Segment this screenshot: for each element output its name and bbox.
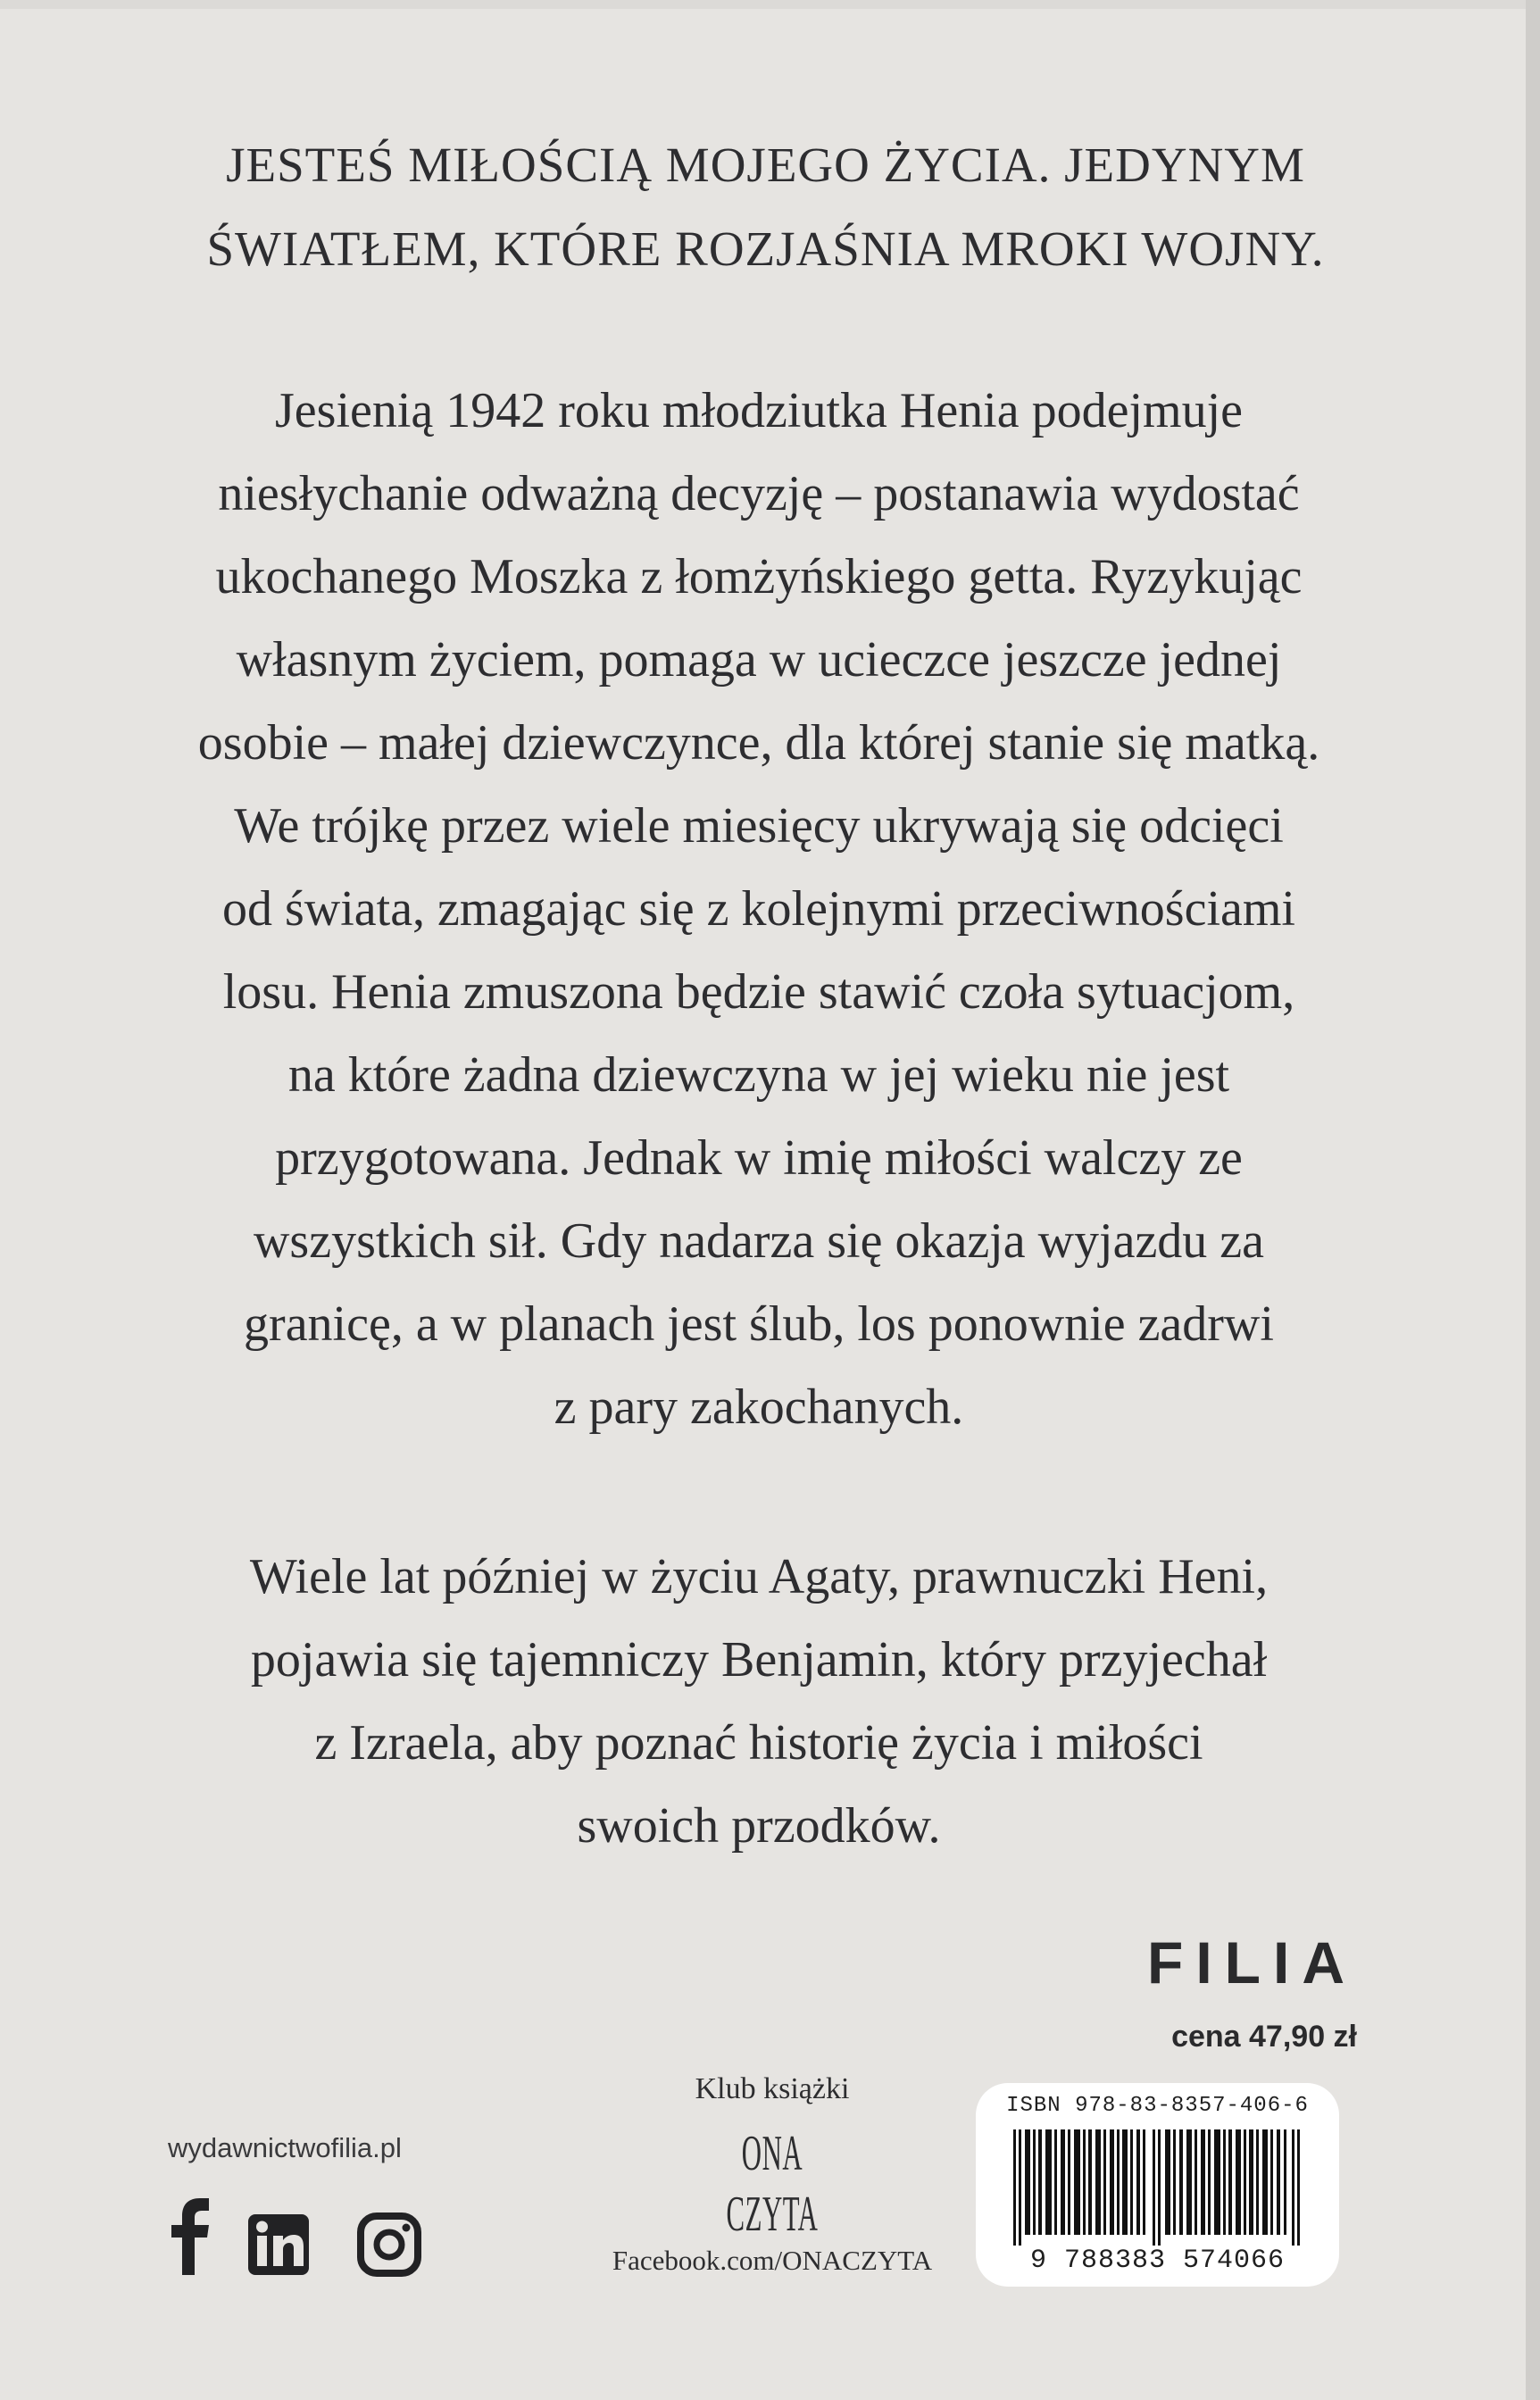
isbn-barcode [976,2083,1339,2287]
blurb-line: przygotowana. Jednak w imię miłości walczy ze [275,1130,1243,1186]
blurb-line: We trójkę przez wiele miesięcy ukrywają się odcięci [234,798,1284,854]
blurb-line: na które żadna dziewczyna w jej wieku nie jest [287,1047,1230,1103]
book-club [562,2070,982,2277]
blurb-line: losu. Henia zmuszona będzie stawić czoła sytuacjom, [222,964,1295,1020]
cover-top-edge [0,0,1540,9]
blurb-line: pojawia się tajemniczy Benjamin, który przyjechał [250,1632,1268,1688]
linkedin-icon[interactable] [248,2214,309,2275]
barcode-bars [1013,2129,1303,2246]
blurb-line: od świata, zmagając się z kolejnymi przeciwnościami [221,881,1295,937]
publisher-website-link[interactable]: wydawnictwofilia.pl [168,2132,402,2163]
ona-czyta-logo-line: ONA [741,2126,803,2181]
blurb-line: ukochanego Moszka z łomżyńskiego getta. Ryzykując [215,549,1303,604]
ona-czyta-logo-line: CZYTA [726,2187,819,2242]
tagline-line: JESTEŚ MIŁOŚCIĄ MOJEGO ŻYCIA. JEDYNYM [226,138,1305,192]
blurb-paragraph-2 [89,1536,1428,1868]
blurb-line: osobie – małej dziewczynce, dla której stanie się matką. [197,715,1320,771]
blurb-paragraph-1 [89,370,1428,1449]
facebook-icon[interactable] [171,2198,209,2275]
blurb-line: Jesienią 1942 roku młodziutka Henia podejmuje [275,383,1243,438]
cover-right-edge [1526,0,1540,2400]
tagline [107,123,1424,291]
ean-digits: 9 788383 574066 [1029,2246,1286,2276]
blurb-line: własnym życiem, pomaga w ucieczce jeszcze jednej [236,632,1282,688]
book-club-label: Klub książki [695,2072,850,2105]
instagram-icon[interactable] [361,2216,418,2273]
ona-czyta-logo [657,2109,888,2248]
social-icons [161,2195,464,2288]
blurb-line: swoich przodków. [577,1798,941,1854]
tagline-line: ŚWIATŁEM, KTÓRE ROZJAŚNIA MROKI WOJNY. [206,221,1325,276]
blurb-line: wszystkich sił. Gdy nadarza się okazja wyjazdu za [253,1213,1265,1269]
isbn-number: ISBN 978-83-8357-406-6 [1006,2094,1309,2118]
blurb-line: niesłychanie odważną decyzję – postanawia wydostać [218,466,1300,521]
blurb-line: z pary zakochanych. [554,1379,964,1435]
publisher-logo: FILIA [1147,1929,1357,1996]
price-label: cena 47,90 zł [1171,2020,1357,2054]
blurb-line: granicę, a w planach jest ślub, los ponownie zadrwi [244,1296,1274,1352]
book-club-facebook-link[interactable]: Facebook.com/ONACZYTA [612,2245,933,2276]
blurb-line: z Izraela, aby poznać historię życia i miłości [314,1715,1203,1771]
blurb-line: Wiele lat później w życiu Agaty, prawnuczki Heni, [249,1549,1269,1604]
